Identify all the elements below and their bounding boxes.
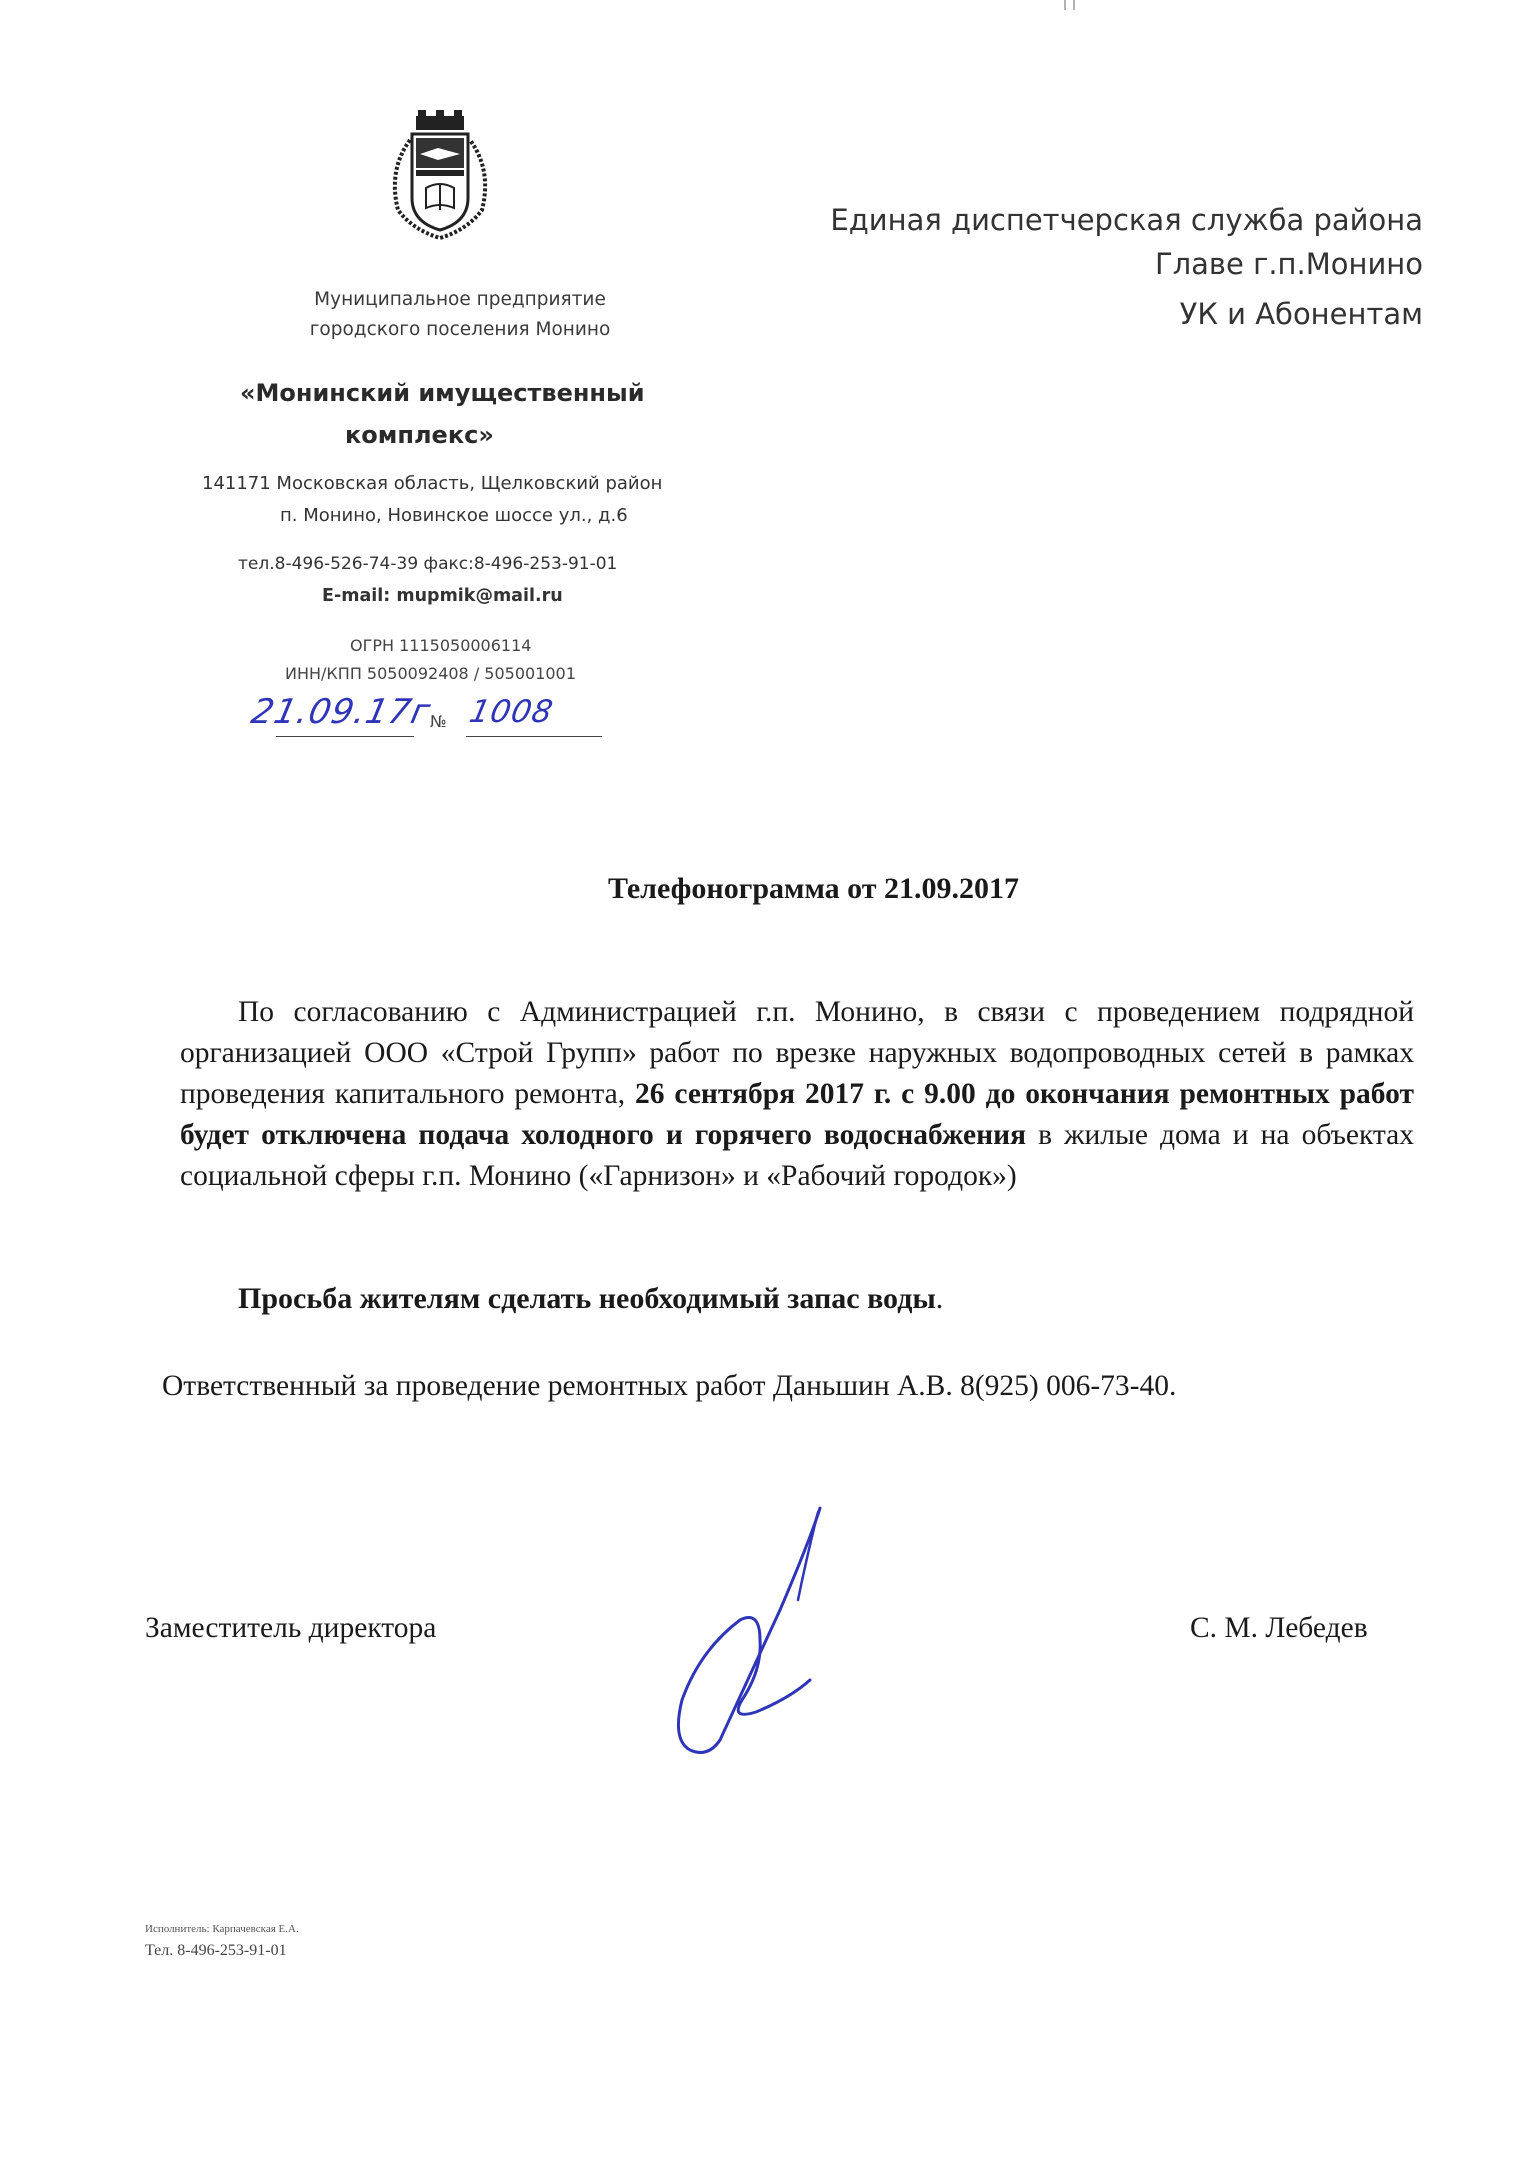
document-title: Телефонограмма от 21.09.2017	[607, 872, 1020, 905]
address-line2: п. Монино, Новинское шоссе ул., д.6	[280, 505, 628, 526]
phone-fax: тел.8-496-526-74-39 факс:8-496-253-91-01	[238, 554, 618, 574]
request-line	[238, 1282, 943, 1316]
responsible-person: Ответственный за проведение ремонтных работ Даньшин А.В. 8(925) 006-73-40.	[162, 1370, 1177, 1402]
recipient-line2: Главе г.п.Монино	[1154, 247, 1423, 281]
recipient-line1: Единая диспетчерская служба района	[830, 203, 1423, 237]
handwritten-number: 1008	[466, 694, 557, 730]
address-line1: 141171 Московская область, Щелковский район	[202, 473, 663, 494]
org-name-line2: комплекс»	[345, 421, 494, 449]
number-label: №	[430, 712, 447, 731]
org-name-line1: «Монинский имущественный	[240, 379, 645, 407]
body-paragraph	[180, 992, 1414, 1197]
body-part2: в жилые дома и на объектах социальной сферы г.п. Монино («Гарнизон» и «Рабочий городок»)	[180, 1119, 1414, 1192]
handwritten-signature	[660, 1500, 840, 1760]
body-bold-notice: 26 сентября 2017 г. с 9.00 до окончания ремонтных работ будет отключена подача холодного и горячего водоснабжения	[180, 1078, 1414, 1151]
body-part1: По согласованию с Администрацией г.п. Монино, в связи с проведением подрядной организацией ООО «Строй Групп» работ по врезке наружных водопроводных сетей в рамках проведения капитального ремонта,	[180, 996, 1414, 1110]
handwritten-date: 21.09.17г	[247, 692, 435, 732]
email-address: E-mail: mupmik@mail.ru	[322, 586, 563, 606]
date-underline	[276, 735, 414, 737]
request-period: .	[935, 1282, 944, 1315]
recipient-line3: УК и Абонентам	[1179, 297, 1423, 331]
org-type-line1: Муниципальное предприятие	[314, 289, 606, 310]
executor-name: Исполнитель: Карпачевская Е.А.	[145, 1923, 299, 1935]
organization-name	[200, 372, 690, 456]
request-text: Просьба жителям сделать необходимый запас воды	[238, 1282, 936, 1315]
coat-of-arms-emblem	[368, 110, 512, 243]
signatory-name: С. М. Лебедев	[1190, 1612, 1368, 1644]
executor-phone: Тел. 8-496-253-91-01	[145, 1942, 287, 1959]
number-underline	[466, 735, 602, 737]
ogrn-number: ОГРН 1115050006114	[350, 636, 532, 655]
signatory-role: Заместитель директора	[145, 1612, 437, 1644]
inn-kpp-number: ИНН/КПП 5050092408 / 505001001	[285, 664, 576, 683]
scan-edge-mark	[1062, 0, 1078, 10]
org-type-line2: городского поселения Монино	[309, 319, 611, 340]
